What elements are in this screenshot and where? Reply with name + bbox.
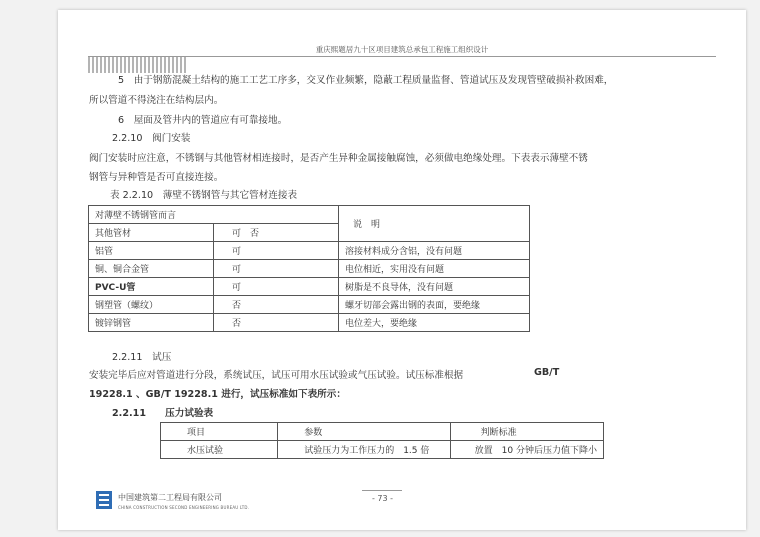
table-row [89,242,530,260]
paragraph-test-line1: 安装完毕后应对管道进行分段，系统试压，试压可用水压试验或气压试验。试压标准根据 [89,370,464,381]
paragraph-test-line2: 19228.1 、GB/T 19228.1 进行，试压标准如下表所示： [89,389,346,400]
paragraph-item5-line2: 所以管道不得浇注在结构层内。 [89,95,224,106]
table1-cell-note: 电位差大，要绝缘 [339,314,530,332]
footer-company-en: CHINA CONSTRUCTION SECOND ENGINEERING BUREAU LTD. [118,505,250,510]
paragraph-item6: 6 屋面及管井内的管道应有可靠接地。 [118,115,288,126]
table2-cell-criteria: 放置 10 分钟后压力值下降小 [450,441,603,459]
table1-cell-ok: 可 [214,278,339,296]
table1-cell-ok: 可 [214,260,339,278]
table2-cell-param: 试验压力为工作压力的 1.5 倍 [278,441,450,459]
table1-cell-material: 铜、铜合金管 [89,260,214,278]
table-row [89,314,530,332]
table-row [89,260,530,278]
table1-cell-ok: 否 [214,296,339,314]
table1-cell-note: 树脂是不良导体，没有问题 [339,278,530,296]
section-heading-2211: 2.2.11 试压 [112,352,172,363]
page-number-rule [362,490,402,491]
table1-header-note: 说 明 [339,206,530,242]
header-decoration [88,57,188,73]
table-row [161,441,604,459]
table1-cell-note: 电位相近，实用没有问题 [339,260,530,278]
footer-company-cn: 中国建筑第二工程局有限公司 [118,493,222,502]
table-row [89,278,530,296]
page-header-title: 重庆熙题居九十区项目建筑总承包工程施工组织设计 [315,45,489,54]
table1-cell-material: 钢塑管（螺纹） [89,296,214,314]
table1-cell-material: 铝管 [89,242,214,260]
pressure-test-table [160,422,604,459]
table1-header-material: 其他管材 [89,224,214,242]
table1-cell-note: 溶接材料成分含铝，没有问题 [339,242,530,260]
connection-table [88,205,530,332]
table1-cell-material: 镀锌钢管 [89,314,214,332]
paragraph-item5-line1: 5 由于钢筋混凝土结构的施工工艺工序多，交叉作业频繁，隐蔽工程质量监督、管道试压及发现管壁破损补救困难， [118,75,614,86]
table1-header-main: 对薄壁不锈钢管而言 [89,206,339,224]
table2-header-item: 项目 [161,423,278,441]
table2-caption: 2.2.11 压力试验表 [112,408,214,419]
paragraph-valve-line2: 钢管与异种管是否可直接连接。 [89,172,224,183]
table1-header-ok: 可 否 [214,224,339,242]
table1-cell-material: PVC-U管 [89,278,214,296]
section-heading-2210: 2.2.10 阀门安装 [112,133,191,144]
page-number: - 73 - [372,494,394,503]
table2-cell-item: 水压试验 [161,441,278,459]
table-row [89,296,530,314]
paragraph-test-standard: GB/T [534,367,560,378]
table1-cell-ok: 可 [214,242,339,260]
company-logo-icon [96,491,112,509]
table1-cell-ok: 否 [214,314,339,332]
table2-header-criteria: 判断标准 [450,423,603,441]
table2-header-param: 参数 [278,423,450,441]
paragraph-valve-line1: 阀门安装时应注意，不锈钢与其他管材相连接时，是否产生异种金属接触腐蚀，必须做电绝缘处理。下表表示薄壁不锈 [89,153,588,164]
table1-cell-note: 螺牙切部会露出钢的表面，要绝缘 [339,296,530,314]
table1-caption: 表 2.2.10 薄壁不锈钢管与其它管材连接表 [110,190,298,201]
